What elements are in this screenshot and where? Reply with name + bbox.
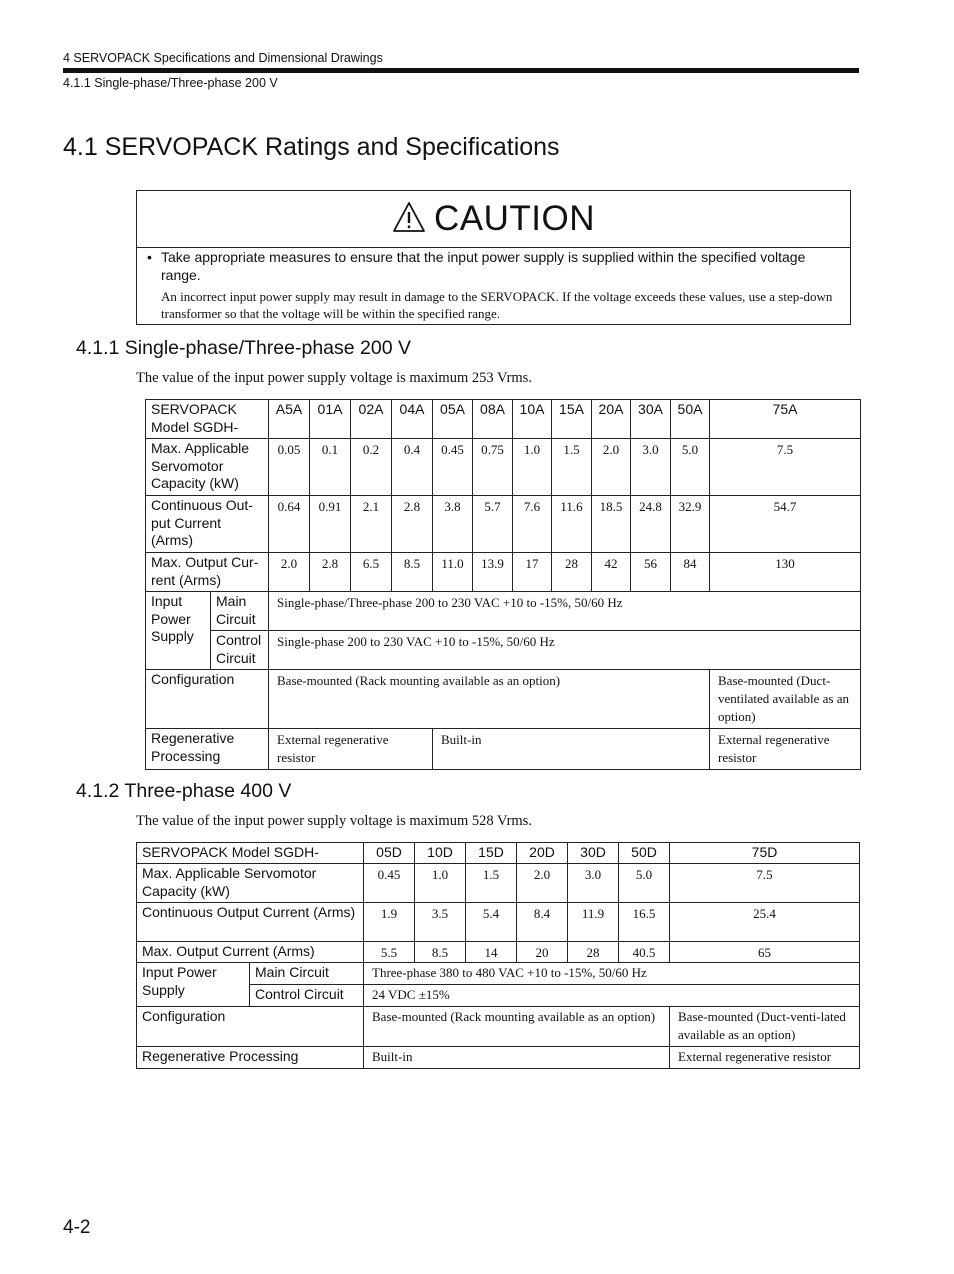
table-row (146, 400, 861, 439)
continuous-current-label: Continuous Out-put Current (Arms) (146, 496, 269, 553)
regenerative-value-external: External regenerative resistor (670, 1047, 860, 1069)
max-current-cell: 28 (552, 553, 592, 592)
configuration-value-duct: Base-mounted (Duct-venti-lated available as an option) (670, 1007, 860, 1047)
continuous-current-cell: 5.7 (473, 496, 513, 553)
table-row (137, 942, 860, 963)
continuous-current-cell: 18.5 (592, 496, 631, 553)
capacity-cell: 1.5 (466, 864, 517, 903)
table-row (146, 553, 861, 592)
continuous-current-cell: 3.5 (415, 903, 466, 942)
max-current-cell: 6.5 (351, 553, 392, 592)
model-cell: 01A (310, 400, 351, 439)
running-header-section: 4.1.1 Single-phase/Three-phase 200 V (63, 76, 278, 90)
capacity-cell: 2.0 (592, 439, 631, 496)
subsection-title-400v: 4.1.2 Three-phase 400 V (76, 780, 292, 802)
max-current-cell: 11.0 (433, 553, 473, 592)
capacity-cell: 3.0 (631, 439, 671, 496)
max-current-cell: 42 (592, 553, 631, 592)
capacity-cell: 1.0 (415, 864, 466, 903)
table-row (137, 1007, 860, 1047)
continuous-current-cell: 11.9 (568, 903, 619, 942)
continuous-current-label: Continuous Output Current (Arms) (137, 903, 364, 942)
capacity-cell: 5.0 (619, 864, 670, 903)
capacity-cell: 1.0 (513, 439, 552, 496)
running-header-chapter: 4 SERVOPACK Specifications and Dimensional Drawings (63, 51, 383, 65)
table-row (137, 963, 860, 985)
continuous-current-cell: 16.5 (619, 903, 670, 942)
model-cell: 04A (392, 400, 433, 439)
caution-item (147, 248, 837, 284)
model-label: SERVOPACK Model SGDH- (137, 843, 364, 864)
model-cell: 75D (670, 843, 860, 864)
input-power-label: Input Power Supply (137, 963, 250, 1007)
max-current-cell: 2.8 (310, 553, 351, 592)
table-row (146, 729, 861, 770)
model-cell: 20D (517, 843, 568, 864)
model-label: SERVOPACK Model SGDH- (146, 400, 269, 439)
regenerative-value-external: External regenerative resistor (269, 729, 433, 770)
table-row (137, 1047, 860, 1069)
caution-title: CAUTION (434, 199, 595, 238)
main-circuit-value: Single-phase/Three-phase 200 to 230 VAC +10 to -15%, 50/60 Hz (269, 592, 861, 631)
continuous-current-cell: 3.8 (433, 496, 473, 553)
main-circuit-value: Three-phase 380 to 480 VAC +10 to -15%, 50/60 Hz (364, 963, 860, 985)
section-title: 4.1 SERVOPACK Ratings and Specifications (63, 133, 560, 161)
max-current-cell: 56 (631, 553, 671, 592)
max-current-cell: 8.5 (415, 942, 466, 963)
capacity-cell: 5.0 (671, 439, 710, 496)
table-row (146, 439, 861, 496)
model-cell: 15A (552, 400, 592, 439)
intro-400v: The value of the input power supply voltage is maximum 528 Vrms. (136, 813, 532, 829)
model-cell: 30D (568, 843, 619, 864)
max-current-cell: 20 (517, 942, 568, 963)
main-circuit-label: Main Circuit (211, 592, 269, 631)
warning-triangle-icon (392, 201, 426, 238)
capacity-cell: 0.75 (473, 439, 513, 496)
capacity-cell: 1.5 (552, 439, 592, 496)
spec-table-200v (145, 399, 861, 770)
model-cell: 10A (513, 400, 552, 439)
continuous-current-cell: 2.8 (392, 496, 433, 553)
caution-box (136, 190, 851, 325)
capacity-cell: 0.4 (392, 439, 433, 496)
input-power-label: Input Power Supply (146, 592, 211, 670)
max-current-label: Max. Output Current (Arms) (137, 942, 364, 963)
capacity-cell: 7.5 (670, 864, 860, 903)
continuous-current-cell: 7.6 (513, 496, 552, 553)
max-current-cell: 40.5 (619, 942, 670, 963)
model-cell: 15D (466, 843, 517, 864)
regenerative-label: Regenerative Processing (146, 729, 269, 770)
capacity-label: Max. Applicable Servomotor Capacity (kW) (146, 439, 269, 496)
configuration-label: Configuration (137, 1007, 364, 1047)
spec-table-400v (136, 842, 860, 1069)
model-cell: 50A (671, 400, 710, 439)
table-row (137, 843, 860, 864)
table-row (137, 903, 860, 942)
model-cell: 20A (592, 400, 631, 439)
max-current-cell: 14 (466, 942, 517, 963)
max-current-cell: 65 (670, 942, 860, 963)
continuous-current-cell: 1.9 (364, 903, 415, 942)
regenerative-label: Regenerative Processing (137, 1047, 364, 1069)
continuous-current-cell: 32.9 (671, 496, 710, 553)
max-current-cell: 8.5 (392, 553, 433, 592)
max-current-cell: 5.5 (364, 942, 415, 963)
header-rule (63, 68, 859, 73)
intro-200v: The value of the input power supply voltage is maximum 253 Vrms. (136, 370, 532, 386)
model-cell: 05D (364, 843, 415, 864)
max-current-cell: 13.9 (473, 553, 513, 592)
capacity-cell: 0.1 (310, 439, 351, 496)
control-circuit-label: Control Circuit (250, 985, 364, 1007)
caution-note: An incorrect input power supply may result in damage to the SERVOPACK. If the voltage exceeds these values, use a step-down transformer so that the voltage will be within the specified range. (161, 289, 833, 321)
continuous-current-cell: 0.64 (269, 496, 310, 553)
max-current-cell: 84 (671, 553, 710, 592)
bullet: • (147, 249, 152, 265)
configuration-value: Base-mounted (Rack mounting available as an option) (364, 1007, 670, 1047)
model-cell: 02A (351, 400, 392, 439)
model-cell: 50D (619, 843, 670, 864)
control-circuit-value: 24 VDC ±15% (364, 985, 860, 1007)
capacity-cell: 0.05 (269, 439, 310, 496)
continuous-current-cell: 24.8 (631, 496, 671, 553)
table-row (146, 592, 861, 631)
continuous-current-cell: 5.4 (466, 903, 517, 942)
model-cell: 30A (631, 400, 671, 439)
continuous-current-cell: 25.4 (670, 903, 860, 942)
model-cell: 05A (433, 400, 473, 439)
table-row (146, 670, 861, 729)
control-circuit-value: Single-phase 200 to 230 VAC +10 to -15%, 50/60 Hz (269, 631, 861, 670)
max-current-label: Max. Output Cur-rent (Arms) (146, 553, 269, 592)
model-cell: A5A (269, 400, 310, 439)
max-current-cell: 2.0 (269, 553, 310, 592)
model-cell: 08A (473, 400, 513, 439)
max-current-cell: 28 (568, 942, 619, 963)
capacity-label: Max. Applicable Servomotor Capacity (kW) (137, 864, 364, 903)
caution-header (137, 191, 850, 248)
regenerative-value-external-75a: External regenerative resistor (710, 729, 861, 770)
table-row (137, 864, 860, 903)
regenerative-value-builtin: Built-in (364, 1047, 670, 1069)
control-circuit-label: Control Circuit (211, 631, 269, 670)
page-number: 4-2 (63, 1217, 91, 1238)
capacity-cell: 0.2 (351, 439, 392, 496)
model-cell: 10D (415, 843, 466, 864)
regenerative-value-builtin: Built-in (433, 729, 710, 770)
capacity-cell: 7.5 (710, 439, 861, 496)
continuous-current-cell: 0.91 (310, 496, 351, 553)
model-cell: 75A (710, 400, 861, 439)
continuous-current-cell: 2.1 (351, 496, 392, 553)
caution-item-text: Take appropriate measures to ensure that the input power supply is supplied within the specified voltage range. (161, 249, 806, 283)
continuous-current-cell: 8.4 (517, 903, 568, 942)
configuration-label: Configuration (146, 670, 269, 729)
table-row (146, 496, 861, 553)
capacity-cell: 0.45 (364, 864, 415, 903)
configuration-value: Base-mounted (Rack mounting available as an option) (269, 670, 710, 729)
max-current-cell: 17 (513, 553, 552, 592)
capacity-cell: 0.45 (433, 439, 473, 496)
continuous-current-cell: 54.7 (710, 496, 861, 553)
configuration-value-duct: Base-mounted (Duct-ventilated available as an option) (710, 670, 861, 729)
subsection-title-200v: 4.1.1 Single-phase/Three-phase 200 V (76, 337, 411, 359)
table-row (146, 631, 861, 670)
capacity-cell: 3.0 (568, 864, 619, 903)
capacity-cell: 2.0 (517, 864, 568, 903)
max-current-cell: 130 (710, 553, 861, 592)
continuous-current-cell: 11.6 (552, 496, 592, 553)
main-circuit-label: Main Circuit (250, 963, 364, 985)
